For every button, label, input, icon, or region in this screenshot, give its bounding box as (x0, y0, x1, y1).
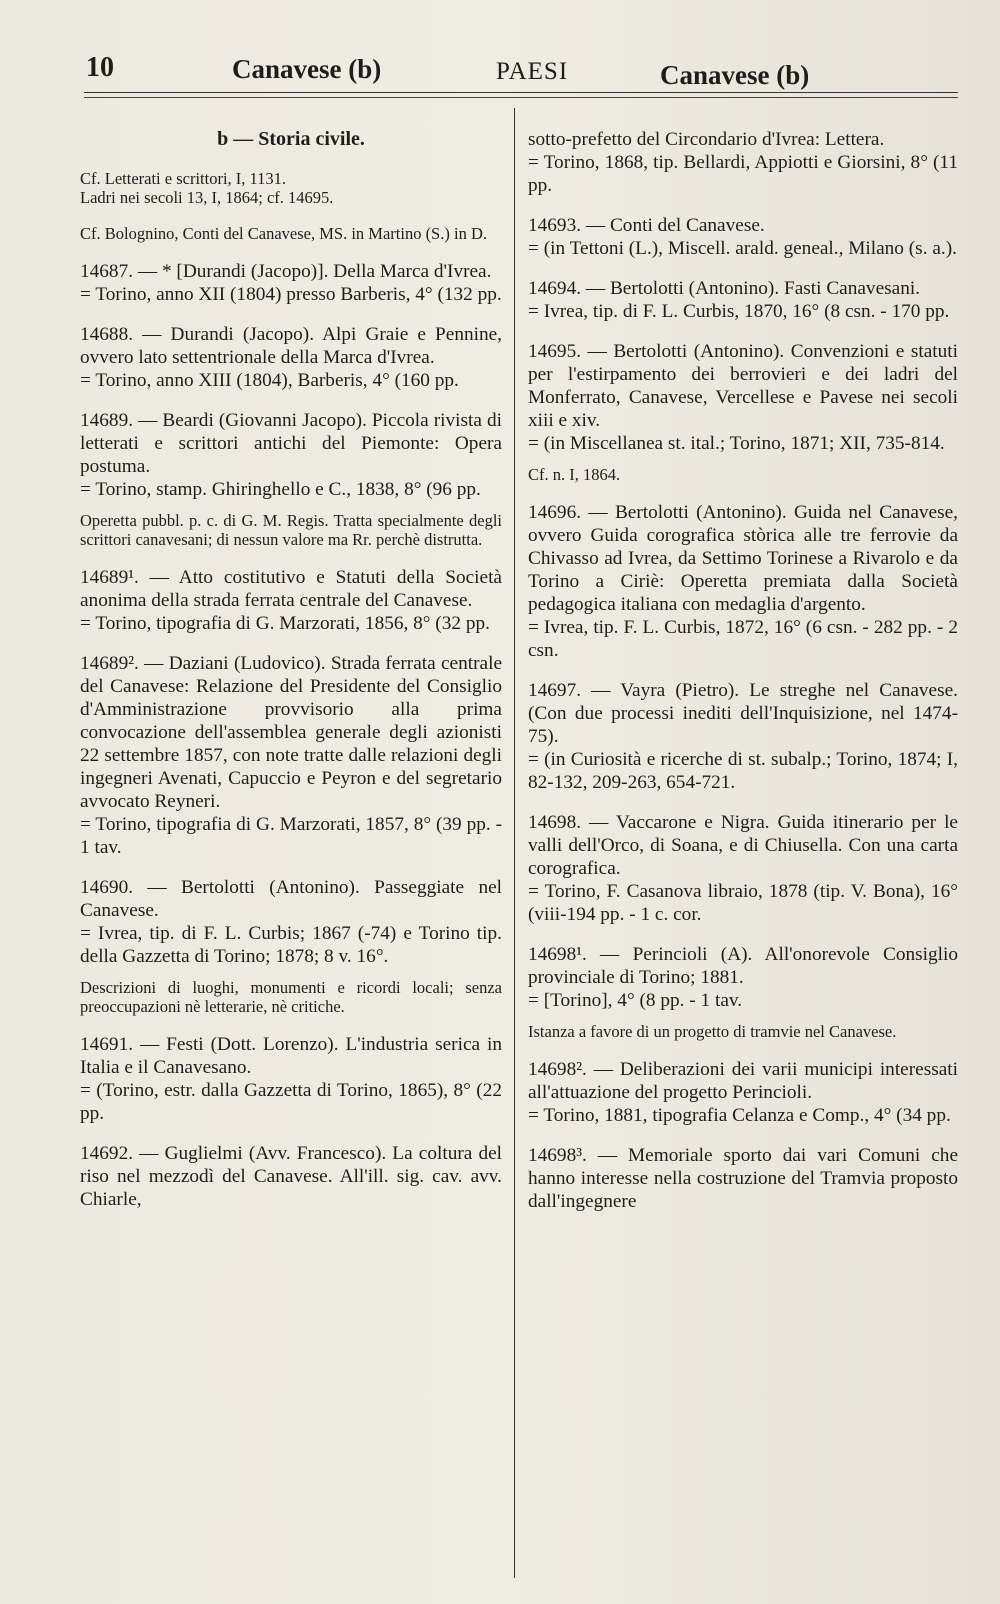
bibliography-entry: = (in Tettoni (L.), Miscell. arald. geneal., Milano (s. a.). (528, 238, 957, 259)
left-running-head: Canavese (b) (232, 54, 382, 84)
bibliography-entry: 14697. — Vayra (Pietro). Le streghe nel Canavese. (Con due processi inediti dell'Inquisizione, nel 1474-75). (528, 680, 958, 747)
bibliography-entry: 14690. — Bertolotti (Antonino). Passeggiate nel Canavese. (80, 877, 502, 921)
bibliography-entry: 14688. — Durandi (Jacopo). Alpi Graie e Pennine, ovvero lato settentrionale della Marca d'Ivrea. (80, 324, 502, 368)
bibliography-entry: = Ivrea, tip. di F. L. Curbis; 1867 (-74) e Torino tip. della Gazzetta di Torino; 1878; 8 v. 16°. (80, 923, 502, 967)
bibliography-entry: = Torino, F. Casanova libraio, 1878 (tip. V. Bona), 16° (viii-194 pp. - 1 c. cor. (528, 881, 958, 925)
note-text: Cf. n. I, 1864. (528, 465, 621, 484)
bibliography-entry: = Torino, anno XIII (1804), Barberis, 4° (160 pp. (80, 370, 459, 391)
note-text: Cf. Letterati e scrittori, I, 1131. (80, 169, 287, 188)
bibliography-entry: 14689². — Daziani (Ludovico). Strada ferrata centrale del Canavese: Relazione del Presidente del Consiglio d'Amministrazione provvisorio alla prima convocazione dell'assemblea generale degli azionisti 22 settembre 1857, con note tratte dalle relazioni degli ingegneri Avenati, Capuccio e Peyron e del segretario avvocato Reyneri. (80, 653, 502, 812)
bibliography-entry: 14693. — Conti del Canavese. (528, 215, 765, 236)
bibliography-entry: = (Torino, estr. dalla Gazzetta di Torino, 1865), 8° (22 pp. (80, 1080, 502, 1124)
bibliography-entry: 14692. — Guglielmi (Avv. Francesco). La coltura del riso nel mezzodì del Canavese. All'ill. sig. cav. avv. Chiarle, (80, 1143, 502, 1210)
bibliography-entry: 14698¹. — Perincioli (A). All'onorevole Consiglio provinciale di Torino; 1881. (528, 944, 958, 988)
bibliography-entry: = Torino, 1881, tipografia Celanza e Comp., 4° (34 pp. (528, 1105, 951, 1126)
bibliography-entry: = (in Miscellanea st. ital.; Torino, 1871; XII, 735-814. (528, 433, 945, 454)
bibliography-entry: = Torino, anno XII (1804) presso Barberis, 4° (132 pp. (80, 284, 502, 305)
right-column (528, 128, 958, 1213)
bibliography-entry: 14698². — Deliberazioni dei varii municipi interessati all'attuazione del progetto Perincioli. (528, 1059, 958, 1103)
bibliography-entry: 14687. — * [Durandi (Jacopo)]. Della Marca d'Ivrea. (80, 261, 492, 282)
note-text: Cf. Bolognino, Conti del Canavese, MS. in Martino (S.) in D. (80, 224, 487, 243)
page-header (84, 48, 944, 98)
right-running-head: Canavese (b) (660, 60, 810, 90)
bibliography-entry: = Torino, tipografia di G. Marzorati, 1857, 8° (39 pp. - 1 tav. (80, 814, 502, 858)
column-divider (514, 108, 515, 1578)
bibliography-entry: 14695. — Bertolotti (Antonino). Convenzioni e statuti per l'estirpamento dei berrovieri e dei ladri del Monferrato, Canavese, Vercellese e Pavese nei secoli xiii e xiv. (528, 341, 958, 431)
bibliography-entry: 14689¹. — Atto costitutivo e Statuti della Società anonima della strada ferrata centrale del Canavese. (80, 567, 502, 611)
bibliography-entry: = (in Curiosità e ricerche di st. subalp.; Torino, 1874; I, 82-132, 209-263, 654-721. (528, 749, 958, 793)
center-running-head: PAESI (496, 58, 569, 85)
note-text: Descrizioni di luoghi, monumenti e ricordi locali; senza preoccupazioni nè letterarie, nè critiche. (80, 978, 502, 1016)
bibliography-entry: 14689. — Beardi (Giovanni Jacopo). Piccola rivista di letterati e scrittori antichi del Piemonte: Opera postuma. (80, 410, 502, 477)
bibliography-entry: 14696. — Bertolotti (Antonino). Guida nel Canavese, ovvero Guida corografica stòrica alle tre ferrovie da Chivasso ad Ivrea, da Settimo Torinese a Rivarolo e da Torino a Ciriè: Operetta premiata dalla Società pedagogica italiana con medaglia d'argento. (528, 502, 958, 615)
page-number: 10 (86, 52, 114, 83)
bibliography-entry: = Torino, 1868, tip. Bellardi, Appiotti e Giorsini, 8° (11 pp. (528, 152, 958, 196)
header-rule (84, 92, 958, 93)
bibliography-entry: 14698. — Vaccarone e Nigra. Guida itinerario per le valli dell'Orco, di Soana, e di Chiusella. Con una carta corografica. (528, 812, 958, 879)
note-text: Istanza a favore di un progetto di tramvie nel Canavese. (528, 1022, 897, 1041)
note-text: Ladri nei secoli 13, I, 1864; cf. 14695. (80, 188, 334, 207)
bibliography-entry: sotto-prefetto del Circondario d'Ivrea: Lettera. (528, 129, 885, 150)
bibliography-entry: = Torino, tipografia di G. Marzorati, 1856, 8° (32 pp. (80, 613, 490, 634)
header-rule-thin (84, 97, 958, 98)
bibliography-entry: 14698³. — Memoriale sporto dai vari Comuni che hanno interesse nella costruzione del Tramvia proposto dall'ingegnere (528, 1145, 958, 1212)
bibliography-entry: = [Torino], 4° (8 pp. - 1 tav. (528, 990, 743, 1011)
note-text: Operetta pubbl. p. c. di G. M. Regis. Tratta specialmente degli scrittori canavesani; di nessun valore ma Rr. perchè distrutta. (80, 511, 502, 549)
bibliography-entry: 14691. — Festi (Dott. Lorenzo). L'industria serica in Italia e il Canavesano. (80, 1034, 502, 1078)
bibliography-entry: = Ivrea, tip. di F. L. Curbis, 1870, 16° (8 csn. - 170 pp. (528, 301, 950, 322)
bibliography-entry: = Ivrea, tip. F. L. Curbis, 1872, 16° (6 csn. - 282 pp. - 2 csn. (528, 617, 958, 661)
bibliography-entry: 14694. — Bertolotti (Antonino). Fasti Canavesani. (528, 278, 921, 299)
bibliography-entry: = Torino, stamp. Ghiringhello e C., 1838, 8° (96 pp. (80, 479, 481, 500)
section-heading: b — Storia civile. (217, 128, 365, 150)
left-column (80, 128, 502, 1211)
